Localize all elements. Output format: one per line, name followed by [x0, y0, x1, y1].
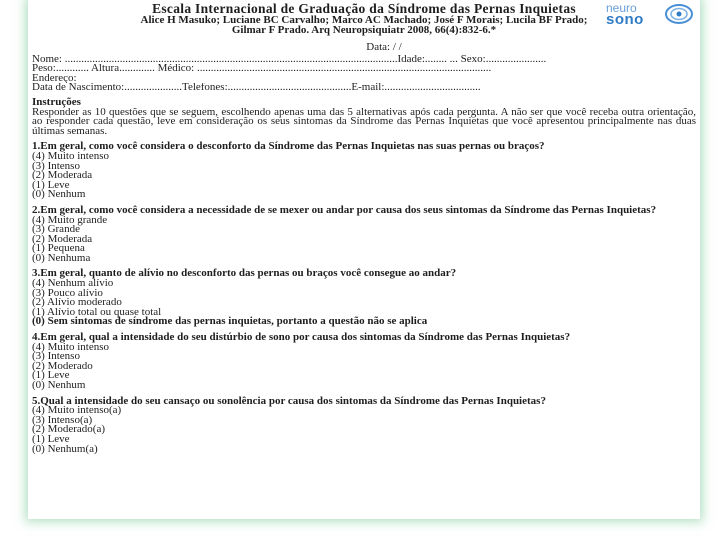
question-3: [32, 269, 696, 327]
answer-option: (1) Alívio total ou quase total: [32, 305, 162, 318]
question-5: [32, 394, 696, 455]
question-text: 5.Qual a intensidade do seu cansaço ou sonolência por causa dos sintomas da Síndrome das Pernas Inquietas?: [32, 394, 546, 407]
answer-option: (1) Pequena: [32, 242, 85, 255]
answer-option: (2) Moderada: [32, 232, 93, 245]
answer-option: (2) Alívio moderado: [32, 296, 122, 309]
logo-text-bottom: sono: [606, 11, 644, 28]
answer-option: (2) Moderado(a): [32, 423, 105, 436]
document-citation: Gilmar F Prado. Arq Neuropsiquiatr 2008, 66(4):832-6.*: [231, 24, 497, 36]
instructions-text: Responder as 10 questões que se seguem, escolhendo apenas uma das 5 alternativas após cada pergunta. A não ser que você receba outra orientação, ao responder cada questão, leve em consideração os seus sintomas da Síndrome das Pernas Inquietas que você apresentou principalmente nas duas últimas semanas.: [32, 105, 696, 137]
address-field: Endereço:: [32, 73, 77, 84]
answer-option: (2) Moderada: [32, 169, 93, 182]
question-text: 1.Em geral, como você considera o desconforto da Síndrome das Pernas Inquietas nas suas pernas ou braços?: [32, 140, 545, 153]
answer-option: (1) Leve: [32, 432, 70, 445]
answer-option: (0) Sem sintomas de síndrome das pernas inquietas, portanto a questão não se aplica: [32, 315, 428, 328]
answer-option: (0) Nenhum: [32, 379, 86, 391]
answer-option: (0) Nenhum: [32, 188, 86, 201]
answer-option: (4) Muito grande: [32, 213, 108, 226]
question-text: 2.Em geral, como você considera a necessidade de se mexer ou andar por causa dos seus sintomas da Síndrome das Pernas Inquietas?: [32, 203, 657, 216]
logo-text-top: neuro: [606, 1, 637, 15]
weight-height-doctor-field: Peso:............ Altura............. Médico: ...........................................................................................................: [32, 64, 492, 74]
date-field: Data: / /: [366, 41, 402, 53]
name-age-sex-field: Nome: .........................................................................................................................Idade:........ ... Sexo:......................: [32, 54, 547, 65]
answer-option: (4) Muito intenso: [32, 340, 109, 353]
question-1: [32, 142, 696, 200]
patient-info-fields: [32, 55, 696, 93]
instructions-heading: Instruções: [32, 95, 81, 108]
document-authors: Alice H Masuko; Luciane BC Carvalho; Marco AC Machado; José F Morais; Lucila BF Prado;: [140, 14, 588, 26]
question-2: [32, 203, 696, 264]
answer-option: (1) Leve: [32, 369, 70, 382]
answer-option: (4) Nenhum alívio: [32, 277, 114, 290]
answer-option: (3) Intenso: [32, 159, 80, 172]
answer-option: (0) Nenhuma: [32, 251, 91, 264]
question-text: 4.Em geral, qual a intensidade do seu distúrbio de sono por causa dos sintomas da Síndrome das Pernas Inquietas?: [32, 331, 571, 344]
birth-phone-email-field: Data de Nascimento:.....................Telefones:.............................................E-mail:...................................: [32, 83, 481, 93]
scale-document: [32, 2, 696, 454]
answer-option: (1) Leve: [32, 178, 70, 191]
question-text: 3.Em geral, quanto de alívio no desconforto das pernas ou braços você consegue ao andar?: [32, 267, 457, 280]
answer-option: (3) Intenso(a): [32, 413, 93, 426]
answer-option: (2) Moderado: [32, 359, 93, 372]
answer-option: (0) Nenhum(a): [32, 442, 98, 455]
answer-option: (3) Grande: [32, 223, 80, 236]
document-title: Escala Internacional de Graduação da Síndrome das Pernas Inquietas: [152, 1, 576, 16]
answer-option: (3) Intenso: [32, 350, 80, 363]
answer-option: (4) Muito intenso: [32, 149, 109, 162]
document-page: [28, 0, 700, 519]
question-4: [32, 333, 696, 391]
answer-option: (4) Muito intenso(a): [32, 404, 122, 417]
answer-option: (3) Pouco alívio: [32, 286, 103, 299]
